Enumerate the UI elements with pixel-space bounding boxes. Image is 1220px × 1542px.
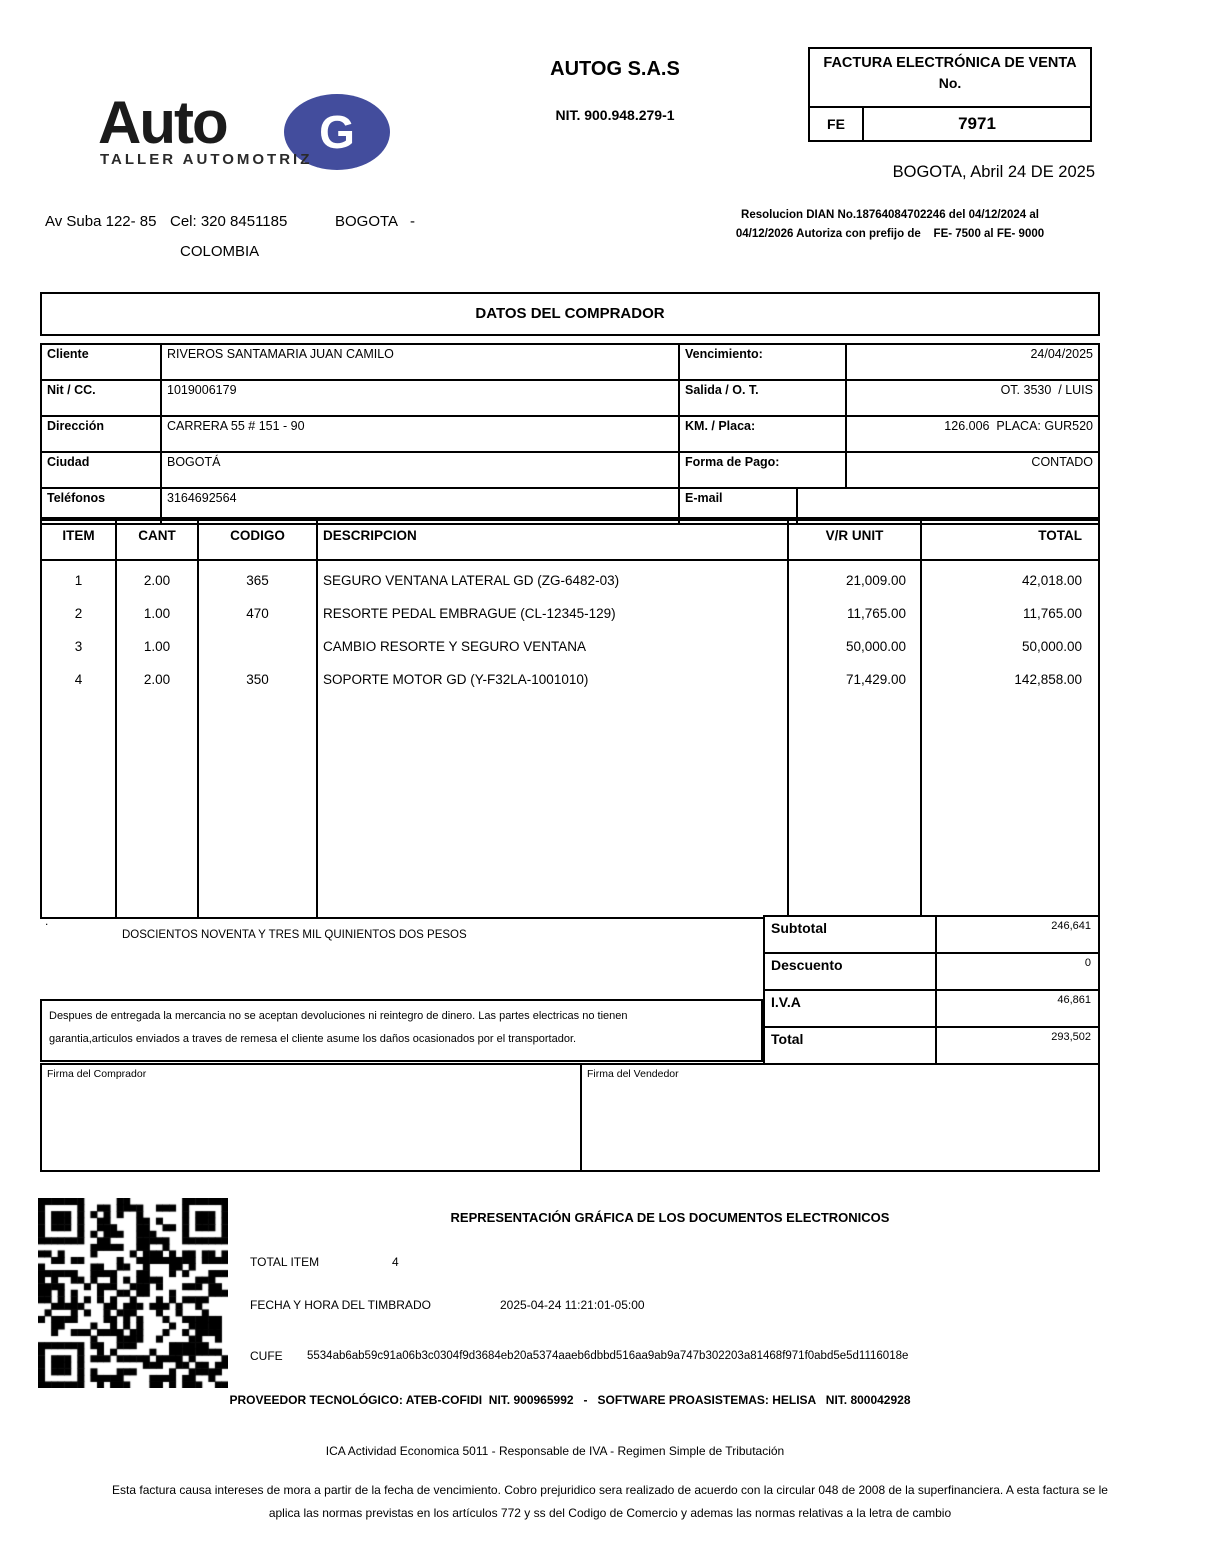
header-total: TOTAL	[1038, 528, 1082, 543]
item-descripcion: SOPORTE MOTOR GD (Y-F32LA-1001010)	[323, 672, 589, 687]
items-table-body	[42, 561, 1098, 917]
salida-label: Salida / O. T.	[680, 381, 847, 415]
invoice-prefix: FE	[810, 108, 864, 140]
item-number: 4	[74, 672, 83, 687]
buyer-row-ciudad	[42, 453, 1098, 489]
vencimiento-value: 24/04/2025	[1030, 347, 1093, 361]
item-cant: 1.00	[143, 606, 171, 621]
terms-box	[40, 999, 763, 1062]
item-cant: 1.00	[143, 639, 171, 654]
item-cant: 2.00	[143, 573, 171, 588]
totals-table	[763, 915, 1100, 1065]
item-total: 50,000.00	[1021, 639, 1082, 654]
nit-label: Nit / CC.	[42, 381, 162, 415]
column-cant	[117, 561, 199, 917]
invoice-box-title: FACTURA ELECTRÓNICA DE VENTA	[823, 55, 1077, 71]
buyer-row-direccion	[42, 417, 1098, 453]
company-address: Av Suba 122- 85	[45, 213, 157, 230]
buyer-signature-box: Firma del Comprador	[42, 1065, 582, 1170]
qr-code	[38, 1198, 228, 1388]
buyer-row-cliente	[42, 345, 1098, 381]
company-logo-tagline: TALLER AUTOMOTRIZ	[100, 151, 313, 168]
invoice-number-row	[808, 106, 1092, 142]
telefonos-label: Teléfonos	[42, 489, 162, 523]
invoice-box-no-label: No.	[938, 75, 962, 91]
item-codigo: 365	[246, 573, 269, 588]
column-vr-unit	[789, 561, 922, 917]
iva-label: I.V.A	[765, 991, 937, 1026]
company-logo-word: Auto	[98, 89, 227, 156]
direccion-value: CARRERA 55 # 151 - 90	[162, 417, 680, 451]
cliente-label: Cliente	[42, 345, 162, 379]
items-table	[40, 517, 1100, 919]
buyer-section-header	[40, 292, 1100, 336]
descuento-value: 0	[1084, 957, 1091, 969]
descuento-row	[763, 952, 1100, 991]
item-descripcion: SEGURO VENTANA LATERAL GD (ZG-6482-03)	[323, 573, 620, 588]
subtotal-row	[763, 915, 1100, 954]
item-number: 1	[74, 573, 83, 588]
item-number: 2	[74, 606, 83, 621]
telefonos-value: 3164692564	[162, 489, 680, 523]
header-vr-unit: V/R UNIT	[789, 521, 922, 559]
column-item	[42, 561, 117, 917]
forma-pago-label: Forma de Pago:	[680, 453, 847, 487]
item-total: 11,765.00	[1022, 606, 1082, 621]
buyer-table	[40, 343, 1100, 525]
item-codigo: 470	[246, 606, 269, 621]
column-total	[922, 561, 1098, 917]
email-label: E-mail	[680, 489, 798, 523]
vencimiento-label: Vencimiento:	[680, 345, 847, 379]
header-codigo: CODIGO	[199, 521, 318, 559]
item-number: 3	[74, 639, 83, 654]
dian-resolution	[700, 206, 1080, 244]
total-row	[763, 1026, 1100, 1065]
header-descripcion: DESCRIPCION	[318, 521, 789, 559]
item-descripcion: RESORTE PEDAL EMBRAGUE (CL-12345-129)	[323, 606, 616, 621]
proveedor-tecnologico-line: PROVEEDOR TECNOLÓGICO: ATEB-COFIDI NIT. 900965992 - SOFTWARE PROASISTEMAS: HELISA NIT. 800042928	[229, 1393, 911, 1407]
cufe-value: 5534ab6ab59c91a06b3c0304f9d3684eb20a5374aaeb6dbbd516aa9ab9a747b302203a81468f971f0abd5e5d1116018e	[307, 1350, 909, 1362]
item-codigo: 350	[246, 672, 269, 687]
terms-line1: Despues de entregada la mercancia no se aceptan devoluciones ni reintegro de dinero. Las partes electricas no tienen	[49, 1010, 628, 1022]
company-country: COLOMBIA	[180, 243, 260, 260]
signature-section	[40, 1063, 1100, 1172]
item-vr-unit: 71,429.00	[845, 672, 906, 687]
invoice-number-box	[808, 47, 1092, 108]
company-name: AUTOG S.A.S	[550, 58, 680, 80]
forma-pago-value: CONTADO	[1031, 455, 1093, 469]
total-item-label: TOTAL ITEM	[250, 1255, 320, 1269]
company-logo-letter: G	[319, 106, 355, 158]
subtotal-label: Subtotal	[765, 917, 937, 952]
descuento-label: Descuento	[765, 954, 937, 989]
dian-resolution-line1: Resolucion DIAN No.18764084702246 del 04/12/2024 al	[741, 209, 1039, 221]
legal-line2: aplica las normas previstas en los artículos 772 y ss del Codigo de Comercio y ademas las normas relativas a la letra de cambio	[268, 1506, 952, 1520]
ica-line: ICA Actividad Economica 5011 - Responsable de IVA - Regimen Simple de Tributación	[325, 1444, 785, 1458]
nit-value: 1019006179	[162, 381, 680, 415]
legal-line1: Esta factura causa intereses de mora a partir de la fecha de vencimiento. Cobro prejuridico sera realizado de acuerdo con la circular 048 de 2008 de la superfinanciera. A esta factura se le	[112, 1483, 1108, 1497]
items-table-header	[42, 521, 1098, 561]
buyer-row-nit	[42, 381, 1098, 417]
salida-value: OT. 3530 / LUIS	[1000, 383, 1093, 397]
total-label: Total	[765, 1028, 937, 1063]
company-city: BOGOTA	[335, 213, 399, 230]
city-date: BOGOTA, Abril 24 DE 2025	[892, 163, 1095, 181]
company-city-dash: -	[410, 213, 415, 230]
item-codigo	[199, 632, 316, 665]
terms-line2: garantia,articulos enviados a traves de remesa el cliente asume los daños ocasionados por el transportador.	[49, 1033, 577, 1045]
direccion-label: Dirección	[42, 417, 162, 451]
ciudad-value: BOGOTÁ	[162, 453, 680, 487]
cufe-label: CUFE	[250, 1349, 283, 1363]
item-descripcion: CAMBIO RESORTE Y SEGURO VENTANA	[323, 639, 587, 654]
item-cant: 2.00	[143, 672, 171, 687]
buyer-section-title: DATOS DEL COMPRADOR	[475, 305, 665, 322]
dian-resolution-line2: 04/12/2026 Autoriza con prefijo de FE- 7500 al FE- 9000	[735, 228, 1045, 240]
timbrado-value: 2025-04-24 11:21:01-05:00	[500, 1298, 645, 1312]
iva-row	[763, 989, 1100, 1028]
item-total: 42,018.00	[1021, 573, 1082, 588]
item-vr-unit: 21,009.00	[845, 573, 906, 588]
amount-in-words: DOSCIENTOS NOVENTA Y TRES MIL QUINIENTOS DOS PESOS	[122, 929, 467, 941]
company-phone: Cel: 320 8451185	[170, 213, 288, 230]
iva-value: 46,861	[1057, 994, 1091, 1006]
header-cant: CANT	[117, 521, 199, 559]
cliente-value: RIVEROS SANTAMARIA JUAN CAMILO	[162, 345, 680, 379]
column-descripcion	[318, 561, 789, 917]
seller-signature-box: Firma del Vendedor	[587, 1068, 679, 1080]
ciudad-label: Ciudad	[42, 453, 162, 487]
km-placa-label: KM. / Placa:	[680, 417, 847, 451]
column-codigo	[199, 561, 318, 917]
item-vr-unit: 50,000.00	[845, 639, 906, 654]
km-placa-value: 126.006 PLACA: GUR520	[944, 419, 1093, 433]
company-nit: NIT. 900.948.279-1	[555, 107, 675, 123]
total-item-value: 4	[392, 1255, 399, 1269]
subtotal-value: 246,641	[1051, 920, 1091, 932]
total-value: 293,502	[1051, 1031, 1091, 1043]
timbrado-label: FECHA Y HORA DEL TIMBRADO	[250, 1298, 431, 1312]
amount-words-dot: .	[45, 914, 49, 928]
header-item: ITEM	[42, 521, 117, 559]
invoice-number: 7971	[958, 114, 996, 133]
item-vr-unit: 11,765.00	[846, 606, 906, 621]
item-total: 142,858.00	[1014, 672, 1082, 687]
electronic-representation-title: REPRESENTACIÓN GRÁFICA DE LOS DOCUMENTOS ELECTRONICOS	[450, 1210, 890, 1225]
